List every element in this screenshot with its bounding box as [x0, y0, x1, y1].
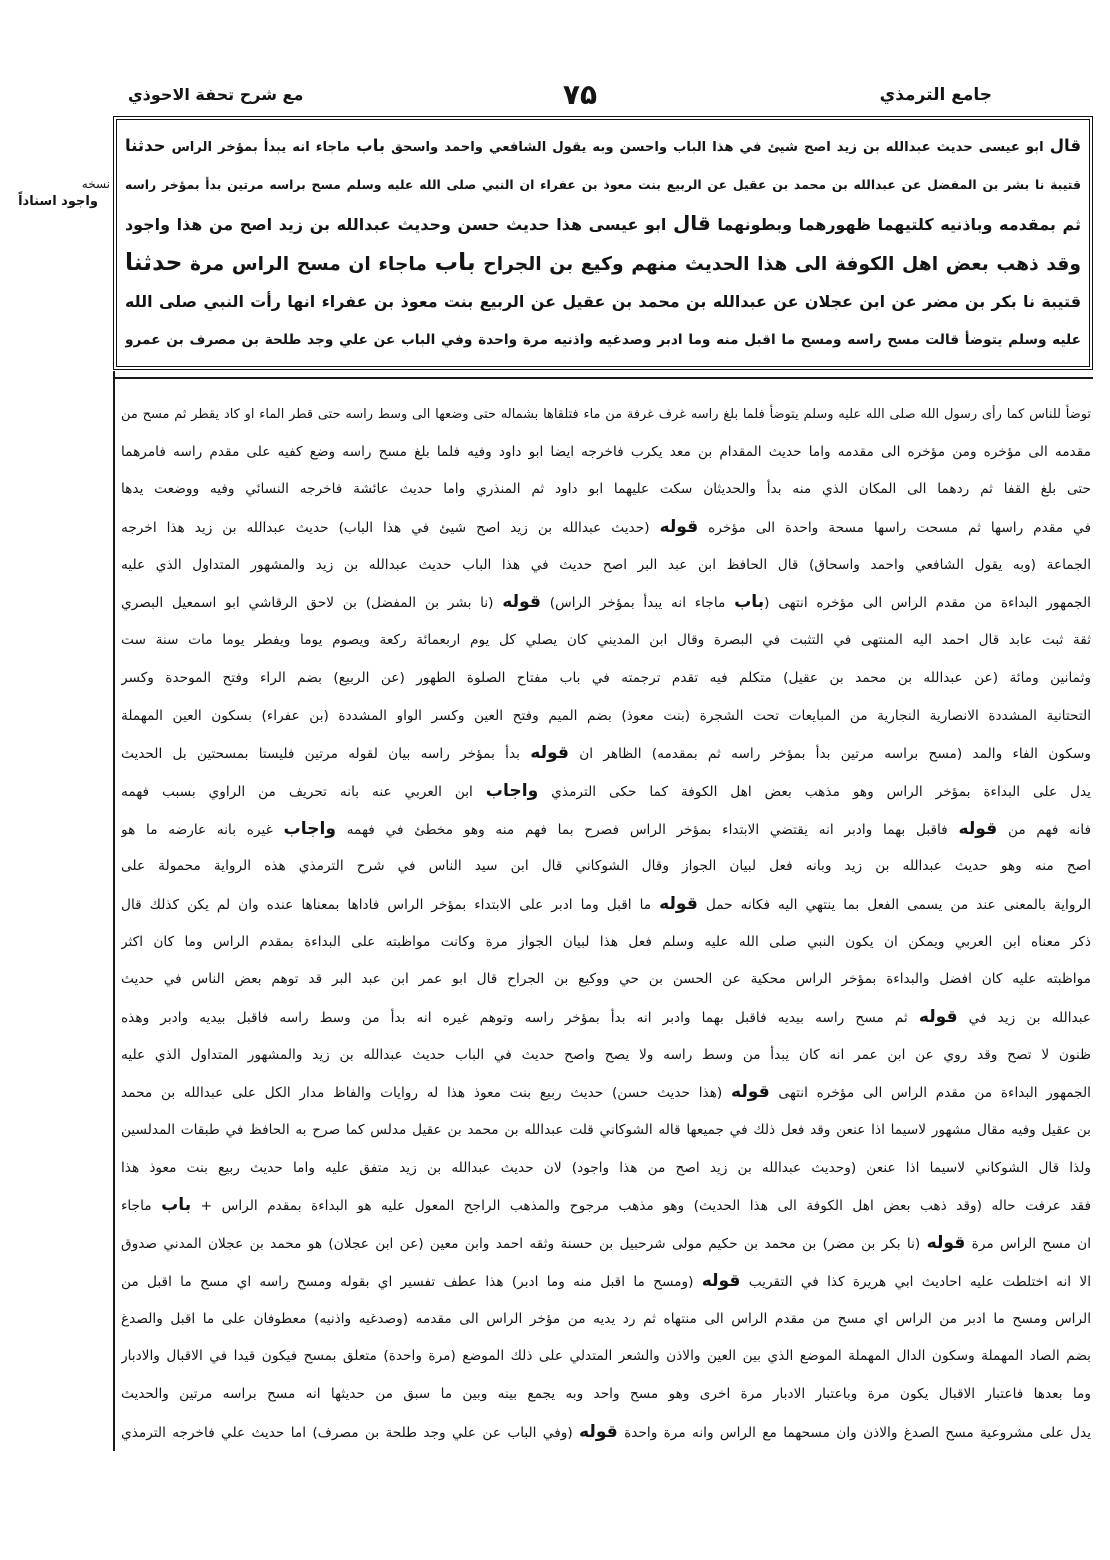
- margin-note: [6, 176, 110, 212]
- rubric-keyword: قوله: [958, 818, 998, 839]
- rubric-keyword: باب: [434, 248, 476, 276]
- sharh-line: الجمهور البداءة من مقدم الراس الى مؤخره انتهى قوله (هذا حديث حسن) حديث ربيع بنت معوذ هذا له روايات والفاظ مدار الكل على عبدالله بن محمد: [121, 1082, 1091, 1103]
- rubric-keyword: قوله: [926, 1233, 966, 1254]
- book-title: جامع الترمذي: [879, 85, 992, 105]
- sharh-line: مواظبته عليه كان افضل والبداءة بمؤخر الراس محكية عن الحسن بن حي ووكيع بن الجراح قال ابو عمر ابن عبد البر قد توهم بعض الناس في حديث: [121, 971, 1091, 988]
- sharh-line: الجماعة (وبه يقول الشافعي واحمد واسحاق) قال الحافظ ابن عبد البر اصح حديث في هذا الباب حديث عبدالله بن زيد والمشهور المتداول الذي عليه: [121, 556, 1091, 573]
- sharh-line: وما بعدها فاعتبار الاقبال يكون مرة وباعتبار الادبار مرة اخرى وهو مسح واحد وبه يجمع بينه وبين ما سبق من حديثها انه مسح براسه مرتين والحديث: [121, 1385, 1091, 1402]
- matn-line: قتيبة نا بشر بن المفضل عن عبدالله بن محمد بن عقيل عن الربيع بنت معوذ بن عفراء ان النبي صلى الله عليه وسلم مسح براسه مرتين بدأ بمؤخر راسه: [125, 177, 1081, 192]
- matn-line: عليه وسلم يتوضأ قالت مسح راسه ومسح ما اقبل منه وما ادبر وصدغيه واذنيه مرة واحدة وفي الباب عن علي وجد طلحة بن مصرف بن عمرو: [125, 332, 1081, 348]
- sharh-column: [121, 396, 1091, 1451]
- sharh-line: الرواية بالمعنى عند من يسمى الفعل بما ينتهي اليه فكانه حمل قوله ما اقبل وما ادبر على الابتداء بمؤخر الراس فاداها بمعناها عنده وان لم يكن كذلك قال: [121, 893, 1091, 914]
- sharh-line: وثمانين ومائة (عن عبدالله بن محمد بن عقيل) متكلم فيه تقدم ترجمته في باب مفتاح الصلوة الطهور (عن الربيع) بضم الراء وفتح الموحدة وكسر: [121, 669, 1091, 686]
- sharh-line: عبدالله بن زيد في قوله ثم مسح راسه بيديه فاقبل بهما وادبر انه بدأ بمؤخر راسه وتوهم غيره انه بدأ من وسط راسه فاقبل بيديه وادبر وهذه: [121, 1007, 1091, 1027]
- rubric-keyword: قوله: [502, 592, 541, 613]
- commentary-column-rule: [113, 371, 115, 1451]
- rubric-keyword: واجاب: [485, 780, 539, 801]
- matn-line: ثم بمقدمه وباذنيه كلتيهما ظهورهما وبطونهما قال ابو عيسى هذا حديث حسن وحديث عبدالله بن زيد اصح من هذا واجود: [125, 212, 1081, 235]
- rubric-keyword: قوله: [659, 517, 699, 538]
- commentary-title: مع شرح تحفة الاحوذي: [128, 85, 304, 104]
- rubric-keyword: قوله: [730, 1082, 770, 1103]
- rubric-keyword: واجاب: [283, 818, 336, 839]
- sharh-line: ان مسح الراس مرة قوله (نا بكر بن مضر) بن محمد بن حكيم مولى شرحبيل بن حسنة وثقه احمد وابن معين (عن ابن عجلان) هو محمد بن عجلان المدني صدوق: [121, 1233, 1091, 1254]
- rubric-keyword: قوله: [579, 1421, 618, 1442]
- sharh-line: وسكون الفاء والمد (مسح براسه مرتين بدأ بمؤخر راسه ثم بمقدمه) الظاهر ان قوله بدأ بمؤخر راسه بيان لقوله مرتين فليستا بمسحتين بل الحديث: [121, 743, 1091, 764]
- rubric-keyword: حدثنا: [125, 248, 183, 276]
- page-number: ۷۵: [562, 78, 598, 111]
- sharh-line: فانه فهم من قوله فاقبل بهما وادبر انه يقتضي الابتداء بمؤخر الراس فصرح بما فهم منه وهو مخطئ في فهمه واجاب غيره بانه عارضه ما هو: [121, 818, 1091, 839]
- sharh-line: الا انه اختلطت عليه احاديث ابي هريرة كذا في التقريب قوله (ومسح ما اقبل منه وما ادبر) هذا عطف تفسير اي بقوله ومسح راسه اي مسح ما اقبل من: [121, 1270, 1091, 1291]
- sharh-line: مقدمه الى مؤخره ومن مؤخره الى مقدمه واما حديث المقدام بن معد يكرب فاخرجه ايضا ابو داود وفيه فلما بلغ مسح راسه وضع كفيه على مقدم راسه فامرهما: [121, 443, 1091, 460]
- sharh-line: بضم الصاد المهملة وسكون الدال المهملة الموضع الذي بين العين والاذن والشعر المتدلي على ذلك الموضع (مرة واحدة) متعلق بمسح فيكون قيدا في الاقبال والادبار: [121, 1348, 1091, 1365]
- sharh-line: ظنون لا تصح وقد روي عن ابن عمر انه كان يبدأ من وسط راسه ولا يصح واصح حديث في الباب حديث عبدالله بن زيد والمشهور المتداول الذي عليه: [121, 1046, 1091, 1063]
- rubric-keyword: قوله: [701, 1270, 741, 1291]
- rubric-keyword: قال: [673, 212, 711, 235]
- sharh-line: الجمهور البداءة من مقدم الراس الى مؤخره انتهى (باب ماجاء انه يبدأ بمؤخر الراس) قوله (نا بشر بن المفضل) بن لاحق الرقاشي ابو اسمعيل البصري: [121, 592, 1091, 613]
- sharh-line: توضأ للناس كما رأى رسول الله صلى الله عليه وسلم يتوضأ فلما بلغ راسه غرف غرفة من ماء فتلقاها بشماله حتى وضعها الى وسط راسه حتى قطر الماء او كاد يقطر ثم مسح من: [121, 407, 1091, 422]
- rubric-keyword: باب: [356, 136, 386, 155]
- sharh-line: الراس ومسح ما ادبر من الراس اي مسح من مقدم الراس الى منتهاه ثم رد يديه من مؤخر الراس الى مقدمه (وصدغيه واذنيه) معطوفان على ما اقبل والصدغ: [121, 1310, 1091, 1327]
- margin-note-label: نسخه: [81, 177, 110, 191]
- sharh-line: ذكر معناه ابن العربي ويمكن ان يكون النبي صلى الله عليه وسلم فعل هذا لبيان الجواز مرة وكانت مواظبته على البداءة بمقدم الراس وما كان اكثر: [121, 933, 1091, 950]
- rubric-keyword: باب: [161, 1195, 192, 1216]
- sharh-line: اصح منه وهو حديث عبدالله بن زيد وبانه فعل لبيان الجواز وقال الشوكاني قال ابن سيد الناس في شرح الترمذي هذه الرواية محمولة على: [121, 858, 1091, 875]
- matn-line: وقد ذهب بعض اهل الكوفة الى هذا الحديث منهم وكيع بن الجراح باب ماجاء ان مسح الراس مرة حدثنا: [125, 248, 1081, 276]
- sharh-line: يدل على مشروعية مسح الصدغ والاذن وان مسحهما مع الراس وانه مرة واحدة قوله (وفي الباب عن علي وجد طلحة بن مصرف) اما حديث علي فاخرجه الترمذي: [121, 1421, 1091, 1442]
- matn-box: [113, 116, 1093, 370]
- rubric-keyword: قوله: [530, 743, 569, 764]
- sharh-line: ثقة ثبت عابد قال احمد اليه المنتهى في التثبت في البصرة وقال ابن المديني كان يصلي كل يوم اربعمائة ركعة ويصوم يوما ويفطر يوما مات سنة ست: [121, 632, 1091, 649]
- sharh-line: في مقدم راسها ثم مسحت راسها مسحة واحدة الى مؤخره قوله (حديث عبدالله بن زيد اصح شيئ في هذا الباب) حديث عبدالله بن زيد هذا اخرجه: [121, 517, 1091, 538]
- rubric-keyword: حدثنا: [125, 136, 166, 155]
- sharh-line: التحتانية المشددة الانصارية النجارية من المبايعات تحت الشجرة (بنت معوذ) بضم الميم وفتح العين وكسر الواو المشددة (بن عفراء) بسكون العين المهملة: [121, 707, 1091, 724]
- sharh-line: حتى بلغ القفا ثم ردهما الى المكان الذي منه بدأ والحديثان سكت عليهما ابو داود ثم المنذري واما حديث عائشة فاخرجه النسائي وفيه ووضعت يدها: [121, 481, 1091, 498]
- sharh-line: فقد عرفت حاله (وقد ذهب بعض اهل الكوفة الى هذا الحديث) وهو مذهب مرجوح والمذهب الراجح المعول عليه هو البداءة بمقدم الراس + باب ماجاء: [121, 1195, 1091, 1216]
- sharh-line: يدل على البداءة بمؤخر الراس وهو مذهب بعض اهل الكوفة كما حكى الترمذي واجاب ابن العربي عنه بانه تحريف من الراوي بسبب فهمه: [121, 780, 1091, 801]
- rubric-keyword: باب: [734, 592, 765, 613]
- matn-line: قتيبة نا بكر بن مضر عن ابن عجلان عن عبدالله بن محمد بن عقيل عن الربيع بنت معوذ بن عفراء انها رأت النبي صلى الله: [125, 292, 1081, 311]
- rubric-keyword: قوله: [918, 1007, 958, 1027]
- sharh-line: ولذا قال الشوكاني لاسيما اذا عنعن (وحديث عبدالله بن زيد اصح من هذا واجود) لان حديث عبدالله بن زيد متفق عليه واما حديث ربيع بنت معوذ هذا: [121, 1159, 1091, 1176]
- rubric-keyword: قوله: [659, 893, 698, 914]
- rubric-keyword: قال: [1049, 136, 1081, 155]
- margin-note-text: واجود اسناداً: [18, 194, 98, 209]
- matn-divider: [113, 377, 1093, 379]
- sharh-line: بن عقيل وفيه مقال مشهور لاسيما اذا عنعن وقد فعل ذلك في جميعها قاله الشوكاني قلت عبدالله بن محمد بن عقيل مدلس كما صرح به الحافظ في طبقات المدلسين: [121, 1122, 1091, 1139]
- matn-line: قال ابو عيسى حديث عبدالله بن زيد اصح شيئ في هذا الباب واحسن وبه يقول الشافعي واحمد واسحق باب ماجاء انه يبدأ بمؤخر الراس حدثنا: [125, 136, 1081, 155]
